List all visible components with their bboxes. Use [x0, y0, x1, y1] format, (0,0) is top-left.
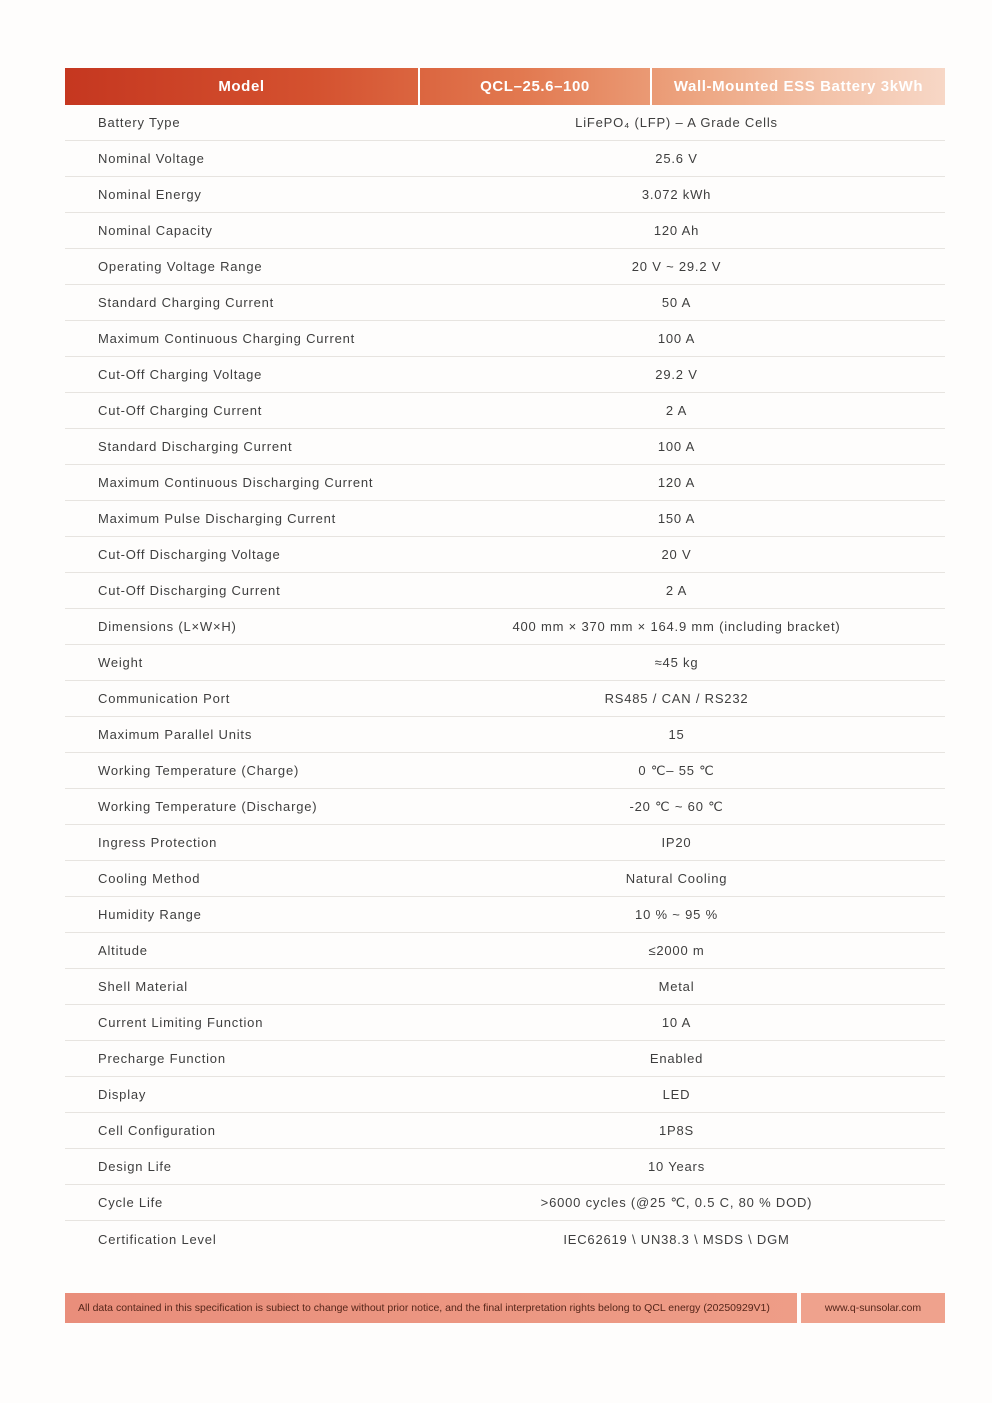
spec-row-value: 29.2 V — [655, 367, 698, 382]
spec-row — [65, 645, 945, 681]
spec-row — [65, 429, 945, 465]
spec-row-value: 10 % ~ 95 % — [635, 907, 718, 922]
spec-row-label: Battery Type — [98, 115, 181, 130]
spec-row-label: Certification Level — [98, 1231, 217, 1247]
spec-row — [65, 357, 945, 393]
spec-row-value: Natural Cooling — [625, 871, 728, 886]
spec-row-label: Standard Charging Current — [98, 295, 275, 310]
spec-table-body — [65, 105, 945, 1257]
spec-row-label: Display — [98, 1087, 147, 1102]
spec-row — [65, 537, 945, 573]
disclaimer-text: All data contained in this specification is subiect to change without prior notice, and the final interpretation rights belong to QCL energy (20250929V1) — [65, 1293, 797, 1323]
spec-row — [65, 861, 945, 897]
spec-row-value: IP20 — [661, 835, 692, 850]
spec-row-label: Dimensions (L×W×H) — [98, 619, 237, 634]
spec-row-label: Ingress Protection — [98, 835, 218, 850]
spec-row — [65, 789, 945, 825]
spec-row-value: 50 A — [661, 295, 692, 310]
spec-row-label: Working Temperature (Discharge) — [98, 799, 318, 814]
spec-row-label: Cooling Method — [98, 871, 201, 886]
spec-row — [65, 1041, 945, 1077]
spec-row — [65, 465, 945, 501]
spec-row-label: Cut-Off Discharging Current — [98, 583, 281, 598]
spec-row — [65, 825, 945, 861]
spec-row — [65, 969, 945, 1005]
spec-row-label: Nominal Voltage — [98, 151, 205, 166]
spec-row-label: Nominal Capacity — [98, 223, 213, 238]
spec-row-value: 2 A — [665, 403, 688, 418]
spec-table-header — [65, 68, 945, 105]
spec-row-value: ≈45 kg — [654, 655, 699, 670]
spec-row-label: Maximum Pulse Discharging Current — [98, 511, 337, 526]
spec-row — [65, 933, 945, 969]
spec-row — [65, 249, 945, 285]
spec-row — [65, 573, 945, 609]
website-text: www.q-sunsolar.com — [801, 1293, 945, 1323]
spec-row — [65, 501, 945, 537]
spec-row — [65, 285, 945, 321]
spec-row-value: 0 ℃– 55 ℃ — [638, 762, 715, 778]
spec-row-label: Nominal Energy — [98, 187, 202, 202]
spec-row-value: LiFePO₄ (LFP) – A Grade Cells — [575, 115, 778, 130]
spec-row-value: LED — [662, 1087, 691, 1102]
header-cell-model-number: QCL–25.6–100 — [420, 68, 652, 105]
spec-row — [65, 1221, 945, 1257]
spec-row-label: Cut-Off Charging Current — [98, 403, 263, 418]
header-cell-model: Model — [65, 68, 420, 105]
spec-row — [65, 393, 945, 429]
spec-row-value: 120 A — [657, 475, 696, 490]
spec-row-label: Maximum Continuous Discharging Current — [98, 475, 374, 490]
spec-row — [65, 717, 945, 753]
spec-row-value: 10 A — [661, 1015, 692, 1030]
footer-bar — [65, 1293, 945, 1323]
spec-row-label: Altitude — [98, 943, 148, 958]
spec-row — [65, 1113, 945, 1149]
spec-row — [65, 753, 945, 789]
spec-row — [65, 213, 945, 249]
spec-row-value: -20 ℃ ~ 60 ℃ — [629, 798, 724, 814]
spec-row — [65, 1005, 945, 1041]
spec-row — [65, 1149, 945, 1185]
spec-row-label: Communication Port — [98, 691, 231, 706]
spec-row-label: Cut-Off Charging Voltage — [98, 367, 263, 382]
header-cell-product-name: Wall-Mounted ESS Battery 3kWh — [673, 78, 924, 95]
spec-row-label: Maximum Continuous Charging Current — [98, 331, 356, 346]
spec-row — [65, 321, 945, 357]
spec-row — [65, 177, 945, 213]
spec-row-value: 1P8S — [658, 1123, 694, 1138]
spec-row-label: Cell Configuration — [98, 1123, 216, 1138]
spec-row-label: Cut-Off Discharging Voltage — [98, 547, 281, 562]
spec-row-label: Operating Voltage Range — [98, 259, 263, 274]
spec-row — [65, 1077, 945, 1113]
spec-row-value: Enabled — [649, 1051, 704, 1066]
spec-row-label: Working Temperature (Charge) — [98, 763, 300, 778]
spec-row-value: RS485 / CAN / RS232 — [604, 691, 749, 706]
spec-row — [65, 897, 945, 933]
spec-row-value: 15 — [668, 727, 685, 742]
spec-row-value: 20 V — [661, 547, 692, 562]
spec-row-value: 100 A — [657, 331, 696, 346]
spec-table — [65, 68, 945, 1257]
spec-row — [65, 609, 945, 645]
spec-row-label: Current Limiting Function — [98, 1015, 264, 1030]
spec-row-value: 10 Years — [647, 1159, 705, 1174]
spec-row — [65, 141, 945, 177]
spec-row-label: Maximum Parallel Units — [98, 727, 253, 742]
spec-row-label: Humidity Range — [98, 907, 202, 922]
spec-row-value: 25.6 V — [655, 151, 698, 166]
spec-row-value: 2 A — [665, 583, 688, 598]
spec-row-value: 400 mm × 370 mm × 164.9 mm (including bracket) — [512, 619, 841, 634]
spec-row-value: Metal — [658, 979, 695, 994]
spec-row-value: IEC62619 \ UN38.3 \ MSDS \ DGM — [563, 1231, 790, 1247]
spec-row-value: 150 A — [657, 511, 696, 526]
spec-row — [65, 105, 945, 141]
spec-row-label: Standard Discharging Current — [98, 439, 293, 454]
spec-row-label: Shell Material — [98, 979, 188, 994]
spec-row-label: Design Life — [98, 1159, 172, 1174]
spec-row-value: 20 V ~ 29.2 V — [631, 259, 722, 274]
spec-row — [65, 1185, 945, 1221]
spec-row-label: Precharge Function — [98, 1051, 226, 1066]
spec-row-value: 3.072 kWh — [641, 187, 712, 202]
spec-row-label: Cycle Life — [98, 1195, 164, 1210]
spec-row-label: Weight — [98, 655, 144, 670]
spec-row-value: 100 A — [657, 439, 696, 454]
spec-row-value: 120 Ah — [653, 223, 700, 238]
spec-row-value: ≤2000 m — [648, 943, 705, 958]
spec-row — [65, 681, 945, 717]
spec-row-value: >6000 cycles (@25 ℃, 0.5 C, 80 % DOD) — [540, 1194, 813, 1210]
